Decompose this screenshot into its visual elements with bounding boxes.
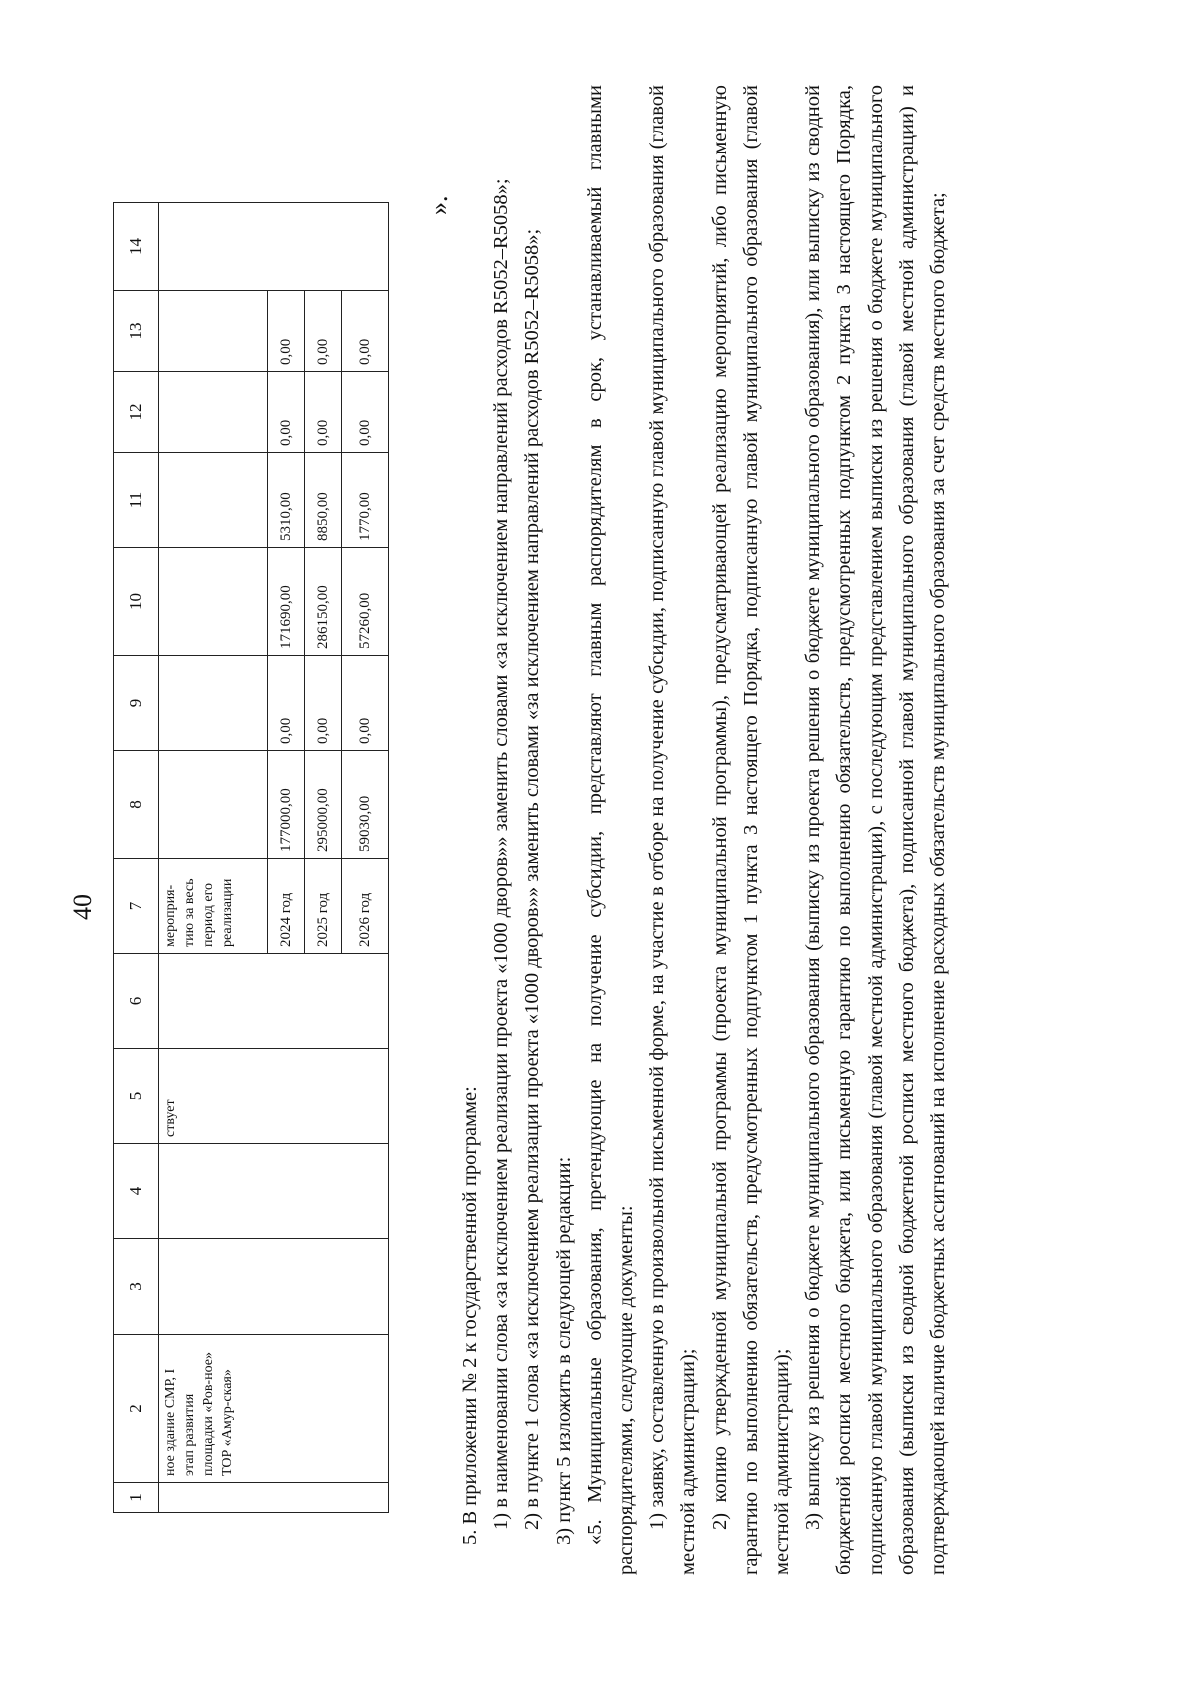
- table-cell: [159, 453, 268, 548]
- table-row: [159, 203, 268, 1513]
- paragraph: 1) заявку, составленную в произвольной письменной форме, на участие в отборе на получение субсидии, подписанную главой муниципального образования (главой местной администрации);: [646, 85, 700, 1575]
- object-name-cell: ное здание СМР, I этап развития площадки «Ров-ное» ТОР «Амур-ская»: [159, 1335, 389, 1483]
- value-cell: 0,00: [305, 291, 342, 372]
- value-cell: 295000,00: [305, 751, 342, 859]
- paragraph: 3) выписку из решения о бюджете муниципального образования (выписку из проекта решения о бюджете муниципального образования), или выписку из сводной бюджетной росписи местного бюджета, или письменную гарантию по выполнению обязательств, предусмотренных подпунктом 2 пункта 3 настоящего Порядка, подписанную главой муниципального образования (главой местной администрации), с последующим представлением выписки из решения о бюджете муниципального образования (выписки из сводной бюджетной росписи местного бюджета), подписанной главой муниципального образования (главой местной администрации) и подтверждающей наличие бюджетных ассигнований на исполнение расходных обязательств муниципального образования за счет средств местного бюджета;: [802, 85, 950, 1575]
- value-cell: 0,00: [342, 656, 389, 751]
- value-cell: 0,00: [305, 656, 342, 751]
- paragraph: 2) копию утвержденной муниципальной программы (проекта муниципальной программы), предусматривающей реализацию мероприятий, либо письменную гарантию по выполнению обязательств, предусмотренных подпунктом 1 пункта 3 настоящего Порядка, подписанную главой муниципального образования (главой местной администрации);: [708, 85, 794, 1575]
- table-cell: [159, 954, 389, 1049]
- table-header-row: [114, 203, 159, 1513]
- value-cell: 0,00: [268, 656, 305, 751]
- body-text: [455, 85, 954, 1575]
- value-cell: 177000,00: [268, 751, 305, 859]
- value-cell: 57260,00: [342, 548, 389, 656]
- table-cell: [159, 548, 268, 656]
- col-header: 13: [114, 291, 159, 372]
- col-header: 12: [114, 372, 159, 453]
- table-cell: [159, 751, 268, 859]
- col-header: 6: [114, 954, 159, 1049]
- value-cell: 1770,00: [342, 453, 389, 548]
- table-cell: [159, 291, 268, 372]
- year-cell: 2026 год: [342, 859, 389, 954]
- paragraph: «5. Муниципальные образования, претендующие на получение субсидии, представляют главным распорядителям в срок, устанавливаемый главными распорядителями, следующие документы:: [583, 85, 638, 1575]
- col-header: 7: [114, 859, 159, 954]
- paragraph: 5. В приложении № 2 к государственной программе:: [459, 1086, 481, 1545]
- col-header: 10: [114, 548, 159, 656]
- page-number: 40: [68, 894, 97, 920]
- value-cell: 0,00: [342, 291, 389, 372]
- period-cell: мероприя-тию за весь период его реализации: [159, 859, 268, 954]
- col-header: 11: [114, 453, 159, 548]
- table-cell: [159, 1239, 389, 1335]
- col-header: 9: [114, 656, 159, 751]
- value-cell: 59030,00: [342, 751, 389, 859]
- col-header: 1: [114, 1483, 159, 1513]
- budget-table: [113, 202, 389, 1513]
- value-cell: 0,00: [342, 372, 389, 453]
- table-cell: [159, 656, 268, 751]
- value-cell: 5310,00: [268, 453, 305, 548]
- col-header: 8: [114, 751, 159, 859]
- paragraph: 2) в пункте 1 слова «за исключением реализации проекта «1000 дворов»» заменить словами «за исключением направлений расходов R5052–R5058»;: [521, 228, 544, 1530]
- col-header: 4: [114, 1144, 159, 1239]
- value-cell: 8850,00: [305, 453, 342, 548]
- col-header: 2: [114, 1335, 159, 1483]
- year-cell: 2024 год: [268, 859, 305, 954]
- paragraph: 3) пункт 5 изложить в следующей редакции:: [552, 1156, 575, 1545]
- table-cell: [159, 203, 389, 291]
- value-cell: 0,00: [305, 372, 342, 453]
- value-cell: 171690,00: [268, 548, 305, 656]
- value-cell: 0,00: [268, 372, 305, 453]
- col-header: 5: [114, 1049, 159, 1144]
- value-cell: 0,00: [268, 291, 305, 372]
- closing-quote: ».: [424, 195, 453, 215]
- paragraph: 1) в наименовании слова «за исключением реализации проекта «1000 дворов»» заменить словами «за исключением направлений расходов R5052–R5058»;: [490, 178, 513, 1530]
- year-cell: 2025 год: [305, 859, 342, 954]
- status-cell: ствует: [159, 1049, 389, 1144]
- table-cell: [159, 1483, 389, 1513]
- table-cell: [159, 1144, 389, 1239]
- table-cell: [159, 372, 268, 453]
- col-header: 3: [114, 1239, 159, 1335]
- value-cell: 286150,00: [305, 548, 342, 656]
- col-header: 14: [114, 203, 159, 291]
